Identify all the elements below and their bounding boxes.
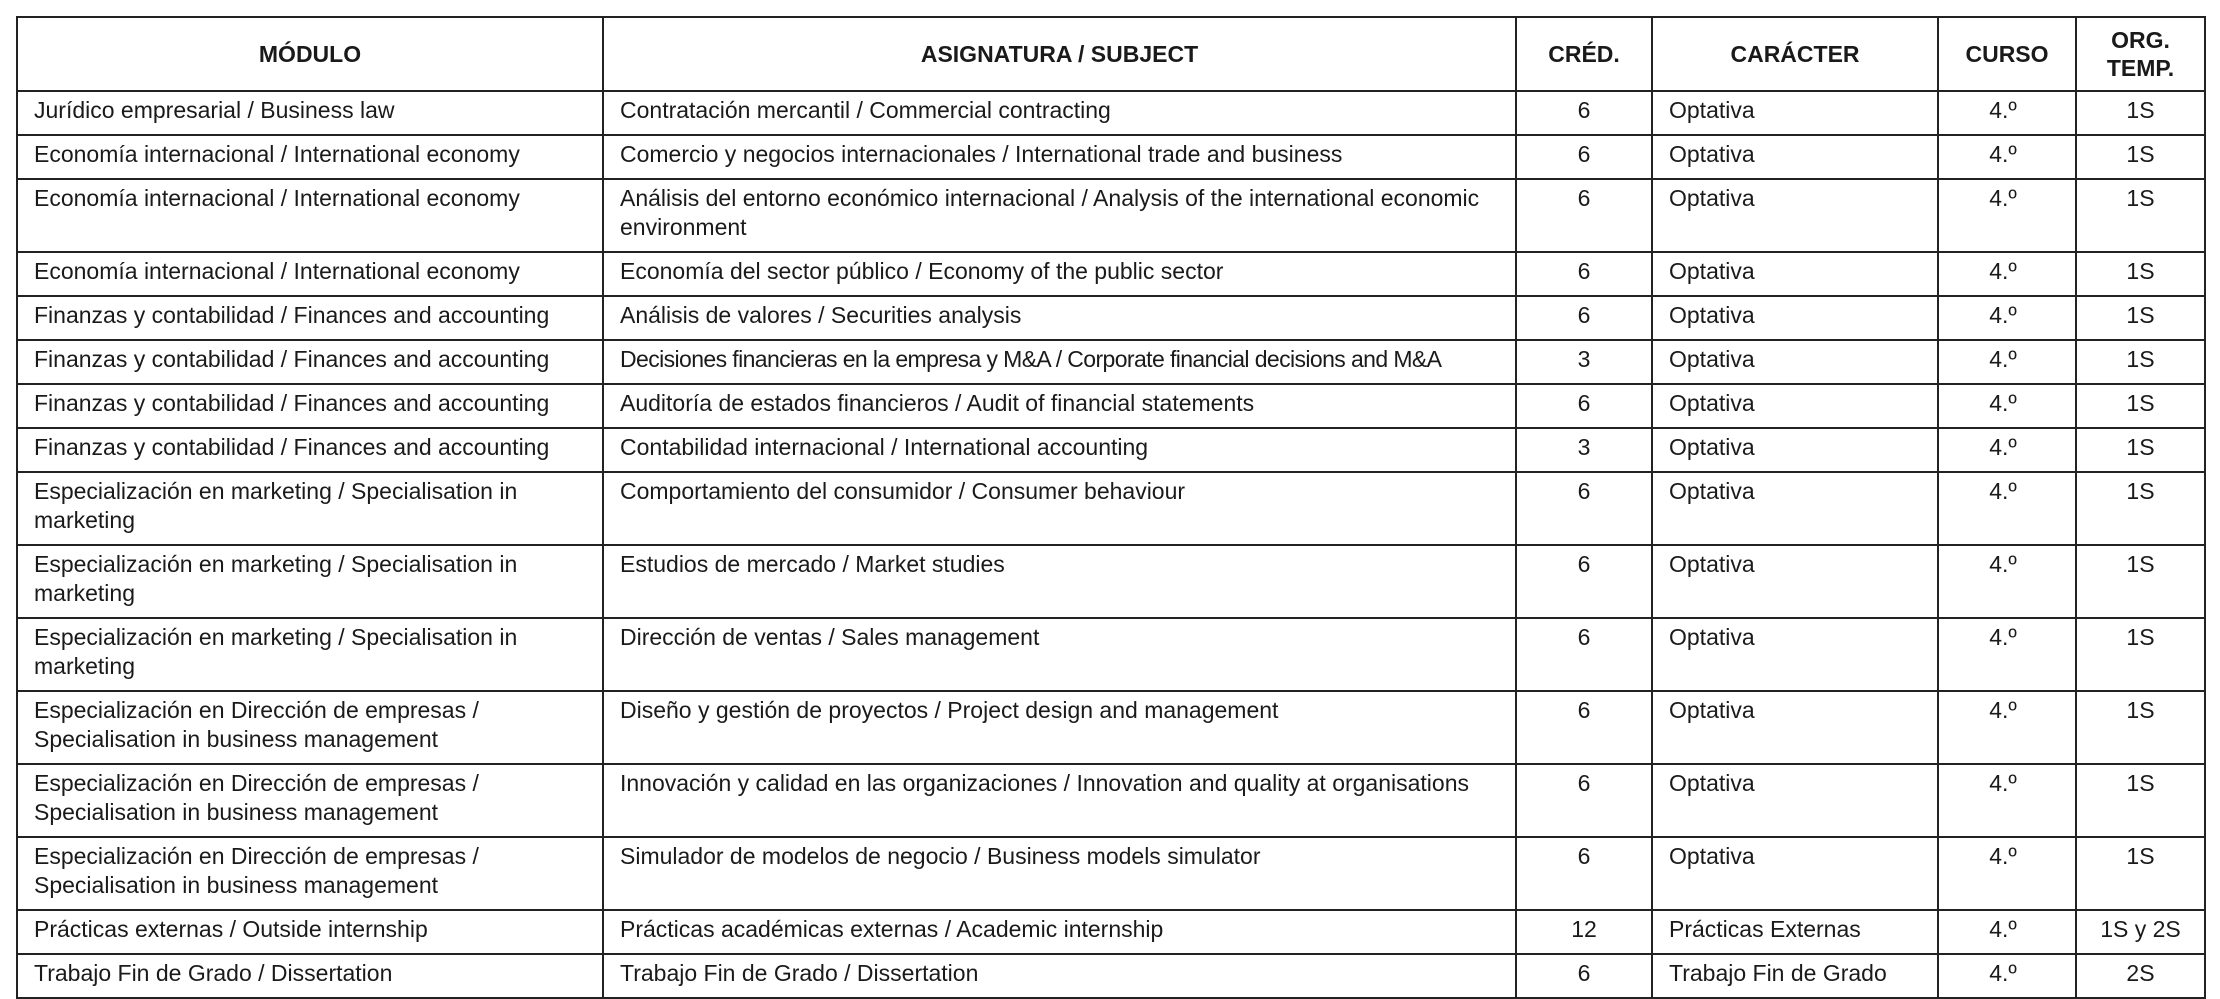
course-table [16, 16, 2206, 999]
cell-org-temp: 1S [2076, 252, 2205, 296]
cell-org-temp: 1S [2076, 545, 2205, 618]
cell-org-temp: 1S [2076, 837, 2205, 910]
cell-caracter: Optativa [1652, 837, 1938, 910]
cell-cred: 6 [1516, 618, 1652, 691]
cell-curso: 4.º [1938, 472, 2076, 545]
cell-cred: 6 [1516, 179, 1652, 252]
cell-curso: 4.º [1938, 252, 2076, 296]
cell-caracter: Optativa [1652, 545, 1938, 618]
cell-cred: 6 [1516, 384, 1652, 428]
header-org-temp [2076, 17, 2205, 91]
cell-org-temp: 1S [2076, 91, 2205, 135]
table-row [17, 340, 2205, 384]
cell-modulo: Especialización en marketing / Specialisation in marketing [17, 545, 603, 618]
cell-org-temp: 1S [2076, 296, 2205, 340]
cell-caracter: Optativa [1652, 179, 1938, 252]
cell-curso: 4.º [1938, 954, 2076, 998]
header-org-line2: TEMP. [2106, 55, 2175, 81]
cell-asignatura: Prácticas académicas externas / Academic internship [603, 910, 1516, 954]
table-row [17, 764, 2205, 837]
cell-curso: 4.º [1938, 691, 2076, 764]
cell-modulo: Finanzas y contabilidad / Finances and accounting [17, 384, 603, 428]
cell-asignatura: Análisis de valores / Securities analysis [603, 296, 1516, 340]
cell-cred: 6 [1516, 472, 1652, 545]
cell-cred: 6 [1516, 764, 1652, 837]
cell-asignatura: Análisis del entorno económico internacional / Analysis of the international economic environment [603, 179, 1516, 252]
cell-cred: 6 [1516, 252, 1652, 296]
cell-asignatura: Contratación mercantil / Commercial contracting [603, 91, 1516, 135]
header-modulo: MÓDULO [17, 17, 603, 91]
cell-cred: 3 [1516, 340, 1652, 384]
cell-org-temp: 1S [2076, 340, 2205, 384]
cell-caracter: Prácticas Externas [1652, 910, 1938, 954]
cell-org-temp: 1S [2076, 764, 2205, 837]
cell-asignatura: Economía del sector público / Economy of the public sector [603, 252, 1516, 296]
course-table-container [16, 16, 2204, 999]
cell-curso: 4.º [1938, 764, 2076, 837]
cell-org-temp: 1S [2076, 384, 2205, 428]
cell-curso: 4.º [1938, 545, 2076, 618]
cell-org-temp: 1S y 2S [2076, 910, 2205, 954]
table-row [17, 252, 2205, 296]
cell-cred: 6 [1516, 837, 1652, 910]
table-row [17, 135, 2205, 179]
cell-asignatura: Trabajo Fin de Grado / Dissertation [603, 954, 1516, 998]
cell-asignatura: Dirección de ventas / Sales management [603, 618, 1516, 691]
cell-cred: 6 [1516, 691, 1652, 764]
cell-curso: 4.º [1938, 618, 2076, 691]
cell-modulo: Especialización en Dirección de empresas / Specialisation in business management [17, 764, 603, 837]
header-row [17, 17, 2205, 91]
table-row [17, 472, 2205, 545]
cell-modulo: Especialización en marketing / Specialisation in marketing [17, 472, 603, 545]
cell-curso: 4.º [1938, 384, 2076, 428]
cell-modulo: Finanzas y contabilidad / Finances and accounting [17, 428, 603, 472]
cell-caracter: Trabajo Fin de Grado [1652, 954, 1938, 998]
cell-curso: 4.º [1938, 837, 2076, 910]
header-cred: CRÉD. [1516, 17, 1652, 91]
table-row [17, 428, 2205, 472]
cell-modulo: Economía internacional / International economy [17, 135, 603, 179]
cell-curso: 4.º [1938, 340, 2076, 384]
cell-caracter: Optativa [1652, 135, 1938, 179]
cell-asignatura: Comportamiento del consumidor / Consumer behaviour [603, 472, 1516, 545]
cell-cred: 3 [1516, 428, 1652, 472]
header-curso: CURSO [1938, 17, 2076, 91]
cell-asignatura: Innovación y calidad en las organizaciones / Innovation and quality at organisations [603, 764, 1516, 837]
cell-curso: 4.º [1938, 135, 2076, 179]
cell-modulo: Economía internacional / International economy [17, 252, 603, 296]
cell-curso: 4.º [1938, 91, 2076, 135]
cell-cred: 6 [1516, 954, 1652, 998]
cell-modulo: Trabajo Fin de Grado / Dissertation [17, 954, 603, 998]
cell-cred: 6 [1516, 135, 1652, 179]
header-org-line1: ORG. [2111, 27, 2170, 53]
table-row [17, 910, 2205, 954]
cell-modulo: Prácticas externas / Outside internship [17, 910, 603, 954]
cell-org-temp: 1S [2076, 135, 2205, 179]
table-row [17, 545, 2205, 618]
table-row [17, 954, 2205, 998]
cell-org-temp: 1S [2076, 179, 2205, 252]
cell-modulo: Jurídico empresarial / Business law [17, 91, 603, 135]
cell-caracter: Optativa [1652, 384, 1938, 428]
cell-caracter: Optativa [1652, 340, 1938, 384]
cell-modulo: Economía internacional / International economy [17, 179, 603, 252]
cell-asignatura: Diseño y gestión de proyectos / Project design and management [603, 691, 1516, 764]
cell-org-temp: 2S [2076, 954, 2205, 998]
cell-curso: 4.º [1938, 179, 2076, 252]
cell-cred: 6 [1516, 91, 1652, 135]
table-row [17, 837, 2205, 910]
cell-curso: 4.º [1938, 428, 2076, 472]
header-caracter: CARÁCTER [1652, 17, 1938, 91]
cell-cred: 6 [1516, 545, 1652, 618]
cell-asignatura: Decisiones financieras en la empresa y M&A / Corporate financial decisions and M&A [603, 340, 1516, 384]
table-row [17, 618, 2205, 691]
cell-caracter: Optativa [1652, 764, 1938, 837]
cell-org-temp: 1S [2076, 618, 2205, 691]
cell-caracter: Optativa [1652, 252, 1938, 296]
table-row [17, 179, 2205, 252]
cell-modulo: Especialización en marketing / Specialisation in marketing [17, 618, 603, 691]
cell-asignatura: Auditoría de estados financieros / Audit of financial statements [603, 384, 1516, 428]
cell-asignatura: Comercio y negocios internacionales / International trade and business [603, 135, 1516, 179]
cell-cred: 6 [1516, 296, 1652, 340]
cell-caracter: Optativa [1652, 618, 1938, 691]
cell-caracter: Optativa [1652, 296, 1938, 340]
table-row [17, 691, 2205, 764]
cell-caracter: Optativa [1652, 472, 1938, 545]
cell-caracter: Optativa [1652, 428, 1938, 472]
cell-asignatura: Estudios de mercado / Market studies [603, 545, 1516, 618]
cell-org-temp: 1S [2076, 691, 2205, 764]
cell-modulo: Finanzas y contabilidad / Finances and accounting [17, 296, 603, 340]
cell-modulo: Especialización en Dirección de empresas / Specialisation in business management [17, 691, 603, 764]
table-row [17, 384, 2205, 428]
cell-curso: 4.º [1938, 296, 2076, 340]
cell-org-temp: 1S [2076, 428, 2205, 472]
cell-caracter: Optativa [1652, 91, 1938, 135]
header-asignatura: ASIGNATURA / SUBJECT [603, 17, 1516, 91]
cell-asignatura: Simulador de modelos de negocio / Business models simulator [603, 837, 1516, 910]
cell-modulo: Finanzas y contabilidad / Finances and accounting [17, 340, 603, 384]
table-row [17, 91, 2205, 135]
cell-modulo: Especialización en Dirección de empresas / Specialisation in business management [17, 837, 603, 910]
cell-cred: 12 [1516, 910, 1652, 954]
cell-curso: 4.º [1938, 910, 2076, 954]
cell-org-temp: 1S [2076, 472, 2205, 545]
table-row [17, 296, 2205, 340]
cell-asignatura: Contabilidad internacional / International accounting [603, 428, 1516, 472]
cell-caracter: Optativa [1652, 691, 1938, 764]
